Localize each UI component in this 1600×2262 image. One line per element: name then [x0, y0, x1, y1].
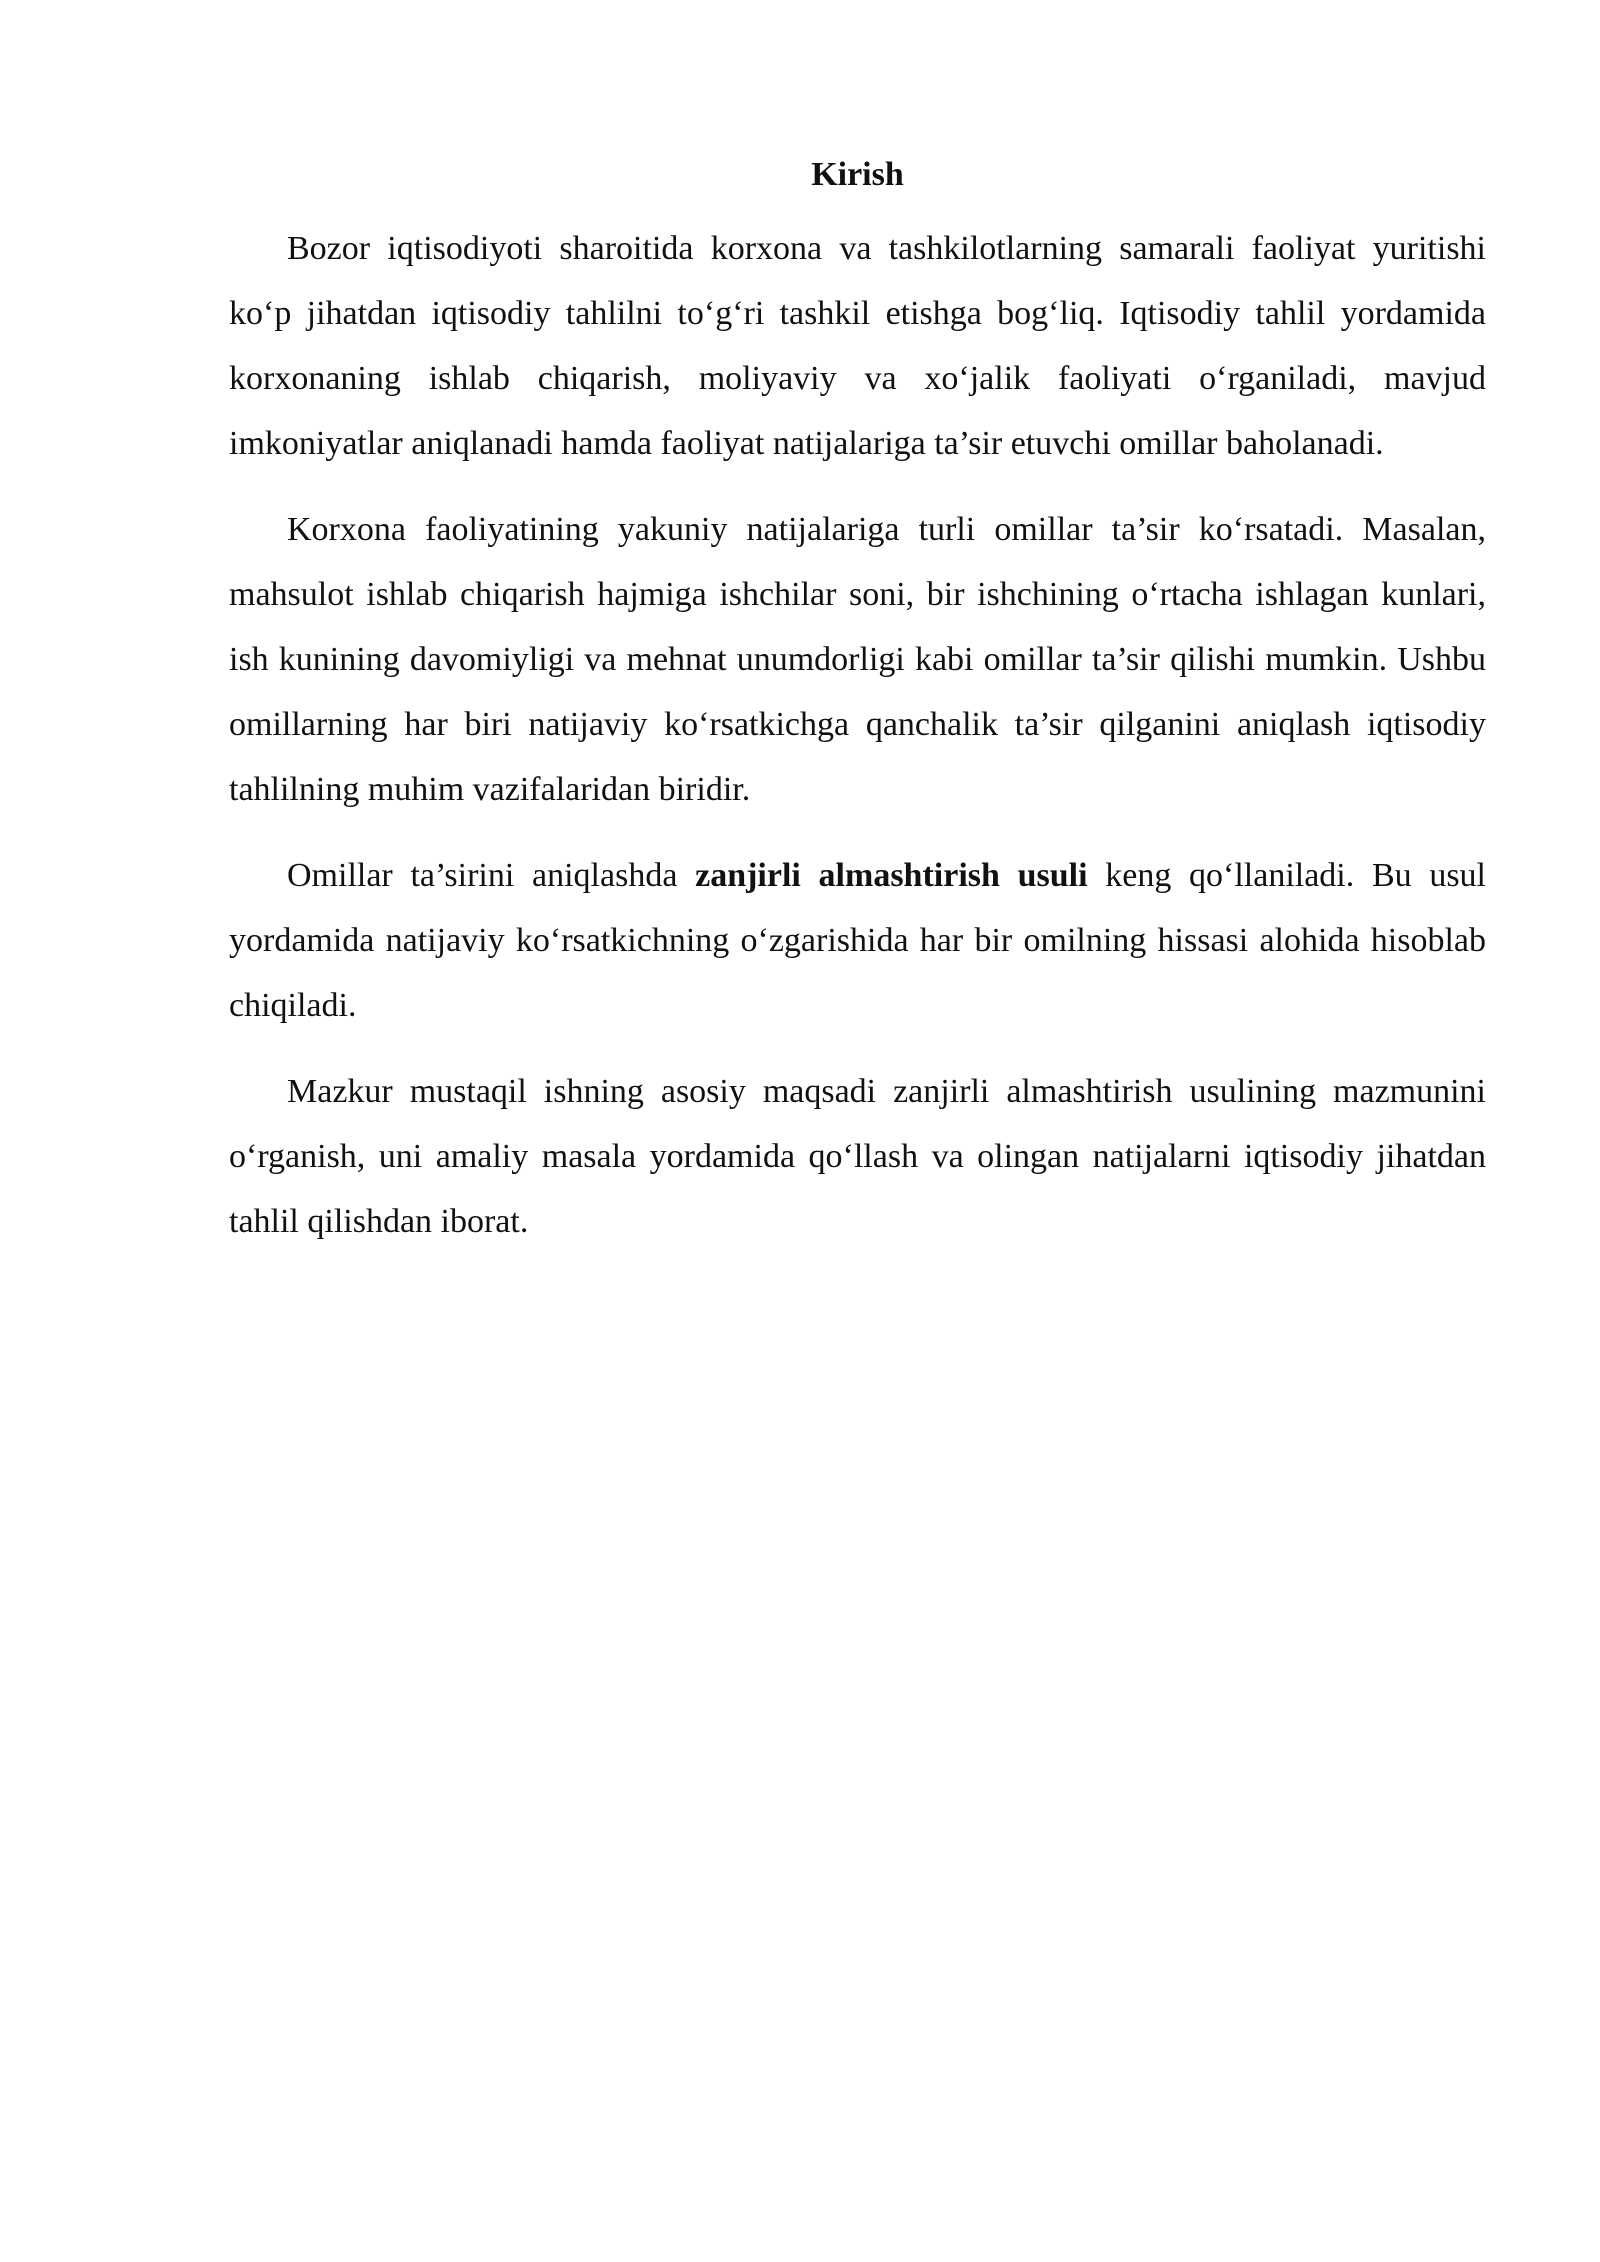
paragraph-3-lead: Omillar ta’sirini aniqlashda	[287, 857, 696, 894]
paragraph-3	[229, 843, 1486, 1038]
paragraph-3-rest: keng qo‘llaniladi. Bu usul yordamida natijaviy ko‘rsatkichning o‘zgarishida har bir omilning hissasi alohida hisoblab chiqiladi.	[229, 857, 1486, 1024]
method-name-emphasis: zanjirli almashtirish usuli	[695, 857, 1088, 894]
paragraph-4: Mazkur mustaqil ishning asosiy maqsadi zanjirli almashtirish usulining mazmunini o‘rganish, uni amaliy masala yordamida qo‘llash va olingan natijalarni iqtisodiy jihatdan tahlil qilishdan iborat.	[229, 1073, 1486, 1240]
paragraph-1: Bozor iqtisodiyoti sharoitida korxona va tashkilotlarning samarali faoliyat yuritishi ko‘p jihatdan iqtisodiy tahlilni to‘g‘ri tashkil etishga bog‘liq. Iqtisodiy tahlil yordamida korxonaning ishlab chiqarish, moliyaviy va xo‘jalik faoliyati o‘rganiladi, mavjud imkoniyatlar aniqlanadi hamda faoliyat natijalariga ta’sir etuvchi omillar baholanadi.	[229, 230, 1486, 462]
document-body	[229, 148, 1486, 1275]
paragraph-2: Korxona faoliyatining yakuniy natijalariga turli omillar ta’sir ko‘rsatadi. Masalan, mahsulot ishlab chiqarish hajmiga ishchilar soni, bir ishchining o‘rtacha ishlagan kunlari, ish kunining davomiyligi va mehnat unumdorligi kabi omillar ta’sir qilishi mumkin. Ushbu omillarning har biri natijaviy ko‘rsatkichga qanchalik ta’sir qilganini aniqlash iqtisodiy tahlilning muhim vazifalaridan biridir.	[229, 511, 1486, 808]
page-title: Kirish	[811, 156, 904, 193]
